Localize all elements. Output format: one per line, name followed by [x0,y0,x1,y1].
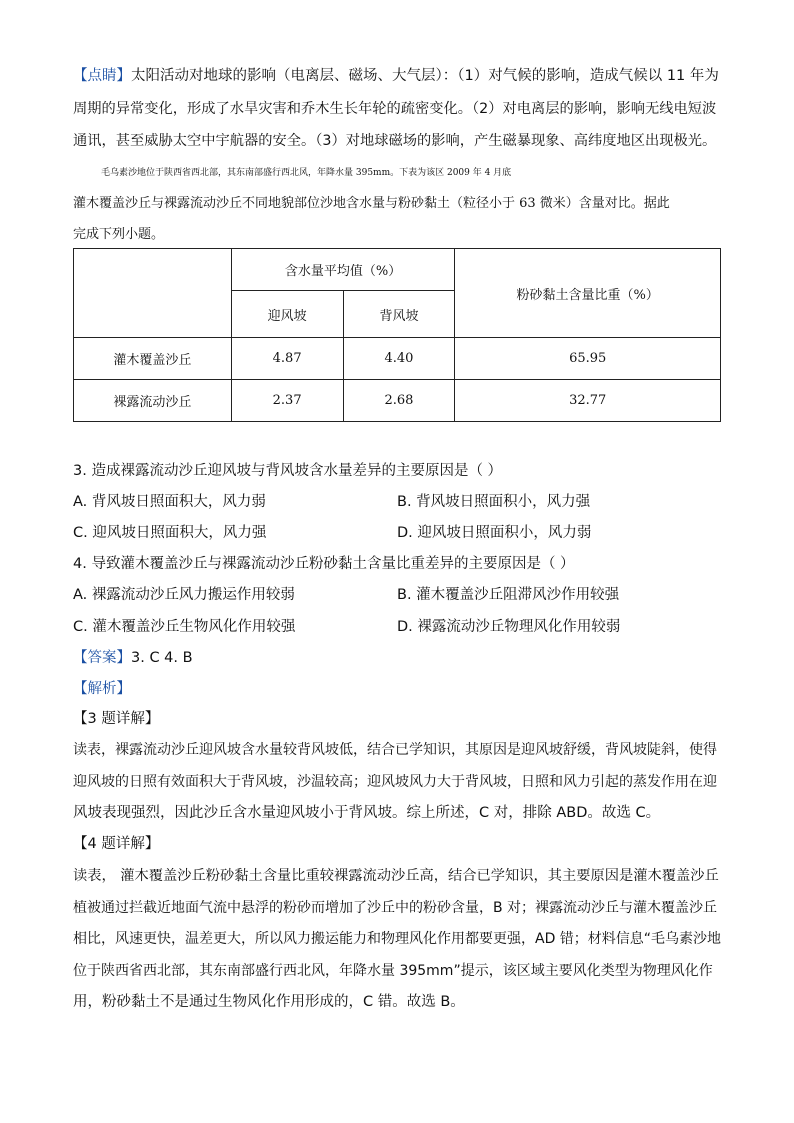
q4-option-a: A. 裸露流动沙丘风力搬运作用较弱 [73,587,295,603]
detail4-line-3: 相比，风速更快，温差更大，所以风力搬运能力和物理风化作用都要更强，AD 错；材料信息“毛乌素沙地 [73,931,722,947]
note-tag: 【点睛】 [73,68,131,84]
header-windward: 迎风坡 [231,291,343,338]
intro-line-2: 灌木覆盖沙丘与裸露流动沙丘不同地貌部位沙地含水量与粉砂黏土（粒径小于 63 微米）含量对比。据此 [73,196,670,211]
q3-option-b: B. 背风坡日照面积小，风力强 [397,494,591,510]
row-name: 灌木覆盖沙丘 [74,338,232,380]
analysis-tag: 【解析】 [73,681,131,697]
q4-option-d: D. 裸露流动沙丘物理风化作用较弱 [397,619,621,635]
intro-line-1: 毛乌素沙地位于陕西省西北部，其东南部盛行西北风，年降水量 395mm。下表为该区 2009 年 4 月底 [101,168,512,178]
answer-tag: 【答案】 [73,650,131,666]
header-water: 含水量平均值（%） [231,249,455,291]
q4-stem: 4. 导致灌木覆盖沙丘与裸露流动沙丘粉砂黏土含量比重差异的主要原因是（ ） [73,556,575,572]
detail3-tag: 【3 题详解】 [73,711,160,727]
detail3-line-1: 读表，裸露流动沙丘迎风坡含水量较背风坡低，结合已学知识，其原因是迎风坡舒缓，背风坡陡斜，使得 [73,742,717,758]
intro-line-3: 完成下列小题。 [73,227,165,242]
note-line-2: 周期的异常变化，形成了水旱灾害和乔木生长年轮的疏密变化。（2）对电离层的影响，影响无线电短波 [73,101,717,117]
detail3-line-3: 风坡表现强烈，因此沙丘含水量迎风坡小于背风坡。综上所述，C 对，排除 ABD。故选 C。 [73,805,661,821]
row-name: 裸露流动沙丘 [74,380,232,422]
q3-option-c: C. 迎风坡日照面积大，风力强 [73,525,267,541]
note-line-1 [73,66,721,86]
q4-option-b: B. 灌木覆盖沙丘阻滞风沙作用较强 [397,587,620,603]
note-text-1: 太阳活动对地球的影响（电离层、磁场、大气层）：（1）对气候的影响，造成气候以 11 年为 [131,68,719,84]
q3-option-a: A. 背风坡日照面积大，风力弱 [73,494,266,510]
answer-line [73,648,721,668]
row-leeward: 2.68 [343,380,455,422]
row-windward: 2.37 [231,380,343,422]
detail4-line-5: 用，粉砂黏土不是通过生物风化作用形成的，C 错。故选 B。 [73,994,465,1010]
row-leeward: 4.40 [343,338,455,380]
row-windward: 4.87 [231,338,343,380]
row-clay: 32.77 [455,380,721,422]
answer-text: 3. C 4. B [131,650,193,666]
q3-stem: 3. 造成裸露流动沙丘迎风坡与背风坡含水量差异的主要原因是（ ） [73,463,503,479]
detail4-line-1: 读表， 灌木覆盖沙丘粉砂黏土含量比重较裸露流动沙丘高，结合已学知识，其主要原因是灌木覆盖沙丘 [73,868,719,884]
data-table [73,248,721,422]
detail4-tag: 【4 题详解】 [73,836,160,852]
q4-option-c: C. 灌木覆盖沙丘生物风化作用较强 [73,619,296,635]
detail4-line-4: 位于陕西省西北部，其东南部盛行西北风，年降水量 395mm”提示，该区域主要风化类型为物理风化作 [73,963,713,979]
detail4-line-2: 植被通过拦截近地面气流中悬浮的粉砂而增加了沙丘中的粉砂含量，B 对；裸露流动沙丘与灌木覆盖沙丘 [73,900,718,916]
header-clay: 粉砂黏土含量比重（%） [455,249,721,338]
table-corner-cell [74,249,232,338]
note-line-3: 通讯，甚至威胁太空中宇航器的安全。（3）对地球磁场的影响，产生磁暴现象、高纬度地区出现极光。 [73,133,717,149]
detail3-line-2: 迎风坡的日照有效面积大于背风坡，沙温较高；迎风坡风力大于背风坡，日照和风力引起的蒸发作用在迎 [73,774,717,790]
header-leeward: 背风坡 [343,291,455,338]
table-row [74,338,721,380]
q3-option-d: D. 迎风坡日照面积小，风力弱 [397,525,592,541]
row-clay: 65.95 [455,338,721,380]
table-row [74,380,721,422]
